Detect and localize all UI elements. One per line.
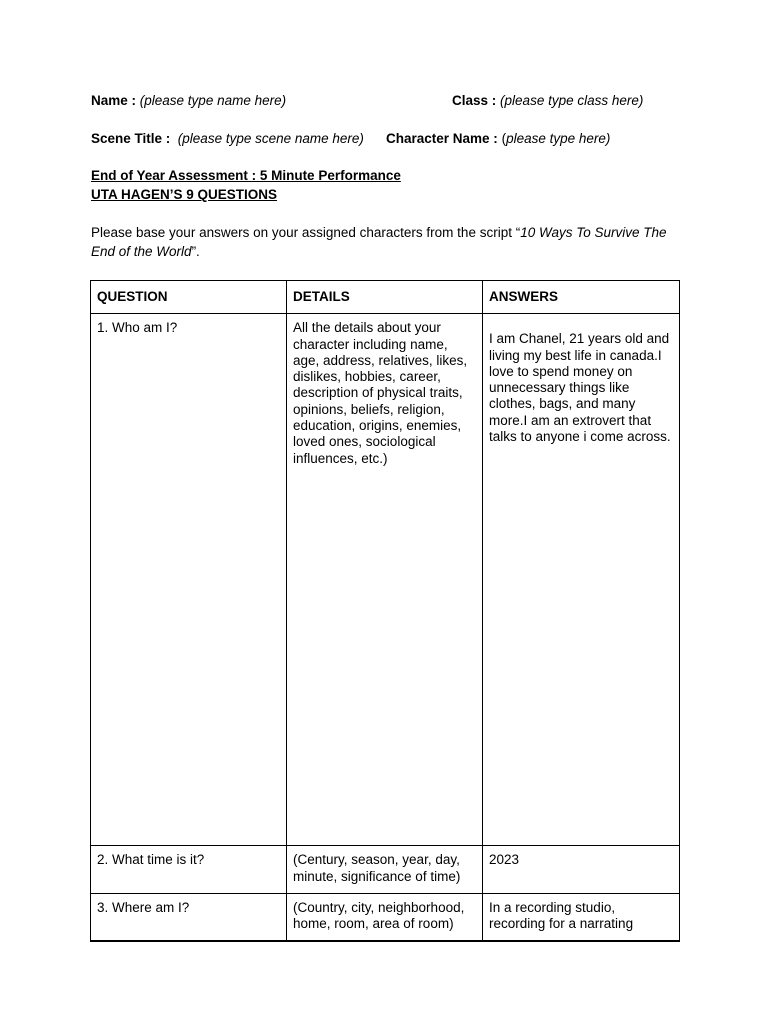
table-row [91, 893, 680, 941]
table-row [91, 846, 680, 894]
column-header-details: DETAILS [287, 281, 483, 314]
class-value[interactable]: (please type class here) [500, 93, 644, 108]
table-header-row [91, 281, 680, 314]
questions-table [90, 280, 680, 942]
script-title: 10 Ways To Survive The End of the World [91, 225, 667, 259]
questions-heading: UTA HAGEN’S 9 QUESTIONS [91, 187, 278, 202]
details-cell: (Country, city, neighborhood, home, room, area of room) [287, 893, 483, 941]
column-header-answers: ANSWERS [483, 281, 680, 314]
name-field[interactable] [91, 92, 286, 110]
character-name-open-paren: ( [501, 131, 507, 146]
character-name-field[interactable] [386, 130, 610, 148]
scene-title-field[interactable] [91, 130, 364, 148]
answer-cell[interactable]: I am Chanel, 21 years old and living my best life in canada.I love to spend money on unnecessary things like clothes, bags, and many more.I am an extrovert that talks to anyone i come across. [483, 314, 680, 846]
assessment-heading: End of Year Assessment : 5 Minute Performance [91, 168, 401, 183]
question-cell: 1. Who am I? [91, 314, 287, 846]
character-name-value[interactable]: please type here) [506, 131, 611, 146]
table-row [91, 314, 680, 846]
answer-cell[interactable]: In a recording studio, recording for a narrating [483, 893, 680, 941]
name-value[interactable]: (please type name here) [139, 93, 287, 108]
character-name-label: Character Name : [386, 131, 498, 146]
question-cell: 3. Where am I? [91, 893, 287, 941]
instruction-text: Please base your answers on your assigned characters from the script “ [91, 225, 521, 240]
name-label: Name : [91, 93, 137, 108]
answer-cell[interactable]: 2023 [483, 846, 680, 894]
column-header-question: QUESTION [91, 281, 287, 314]
question-cell: 2. What time is it? [91, 846, 287, 894]
class-label: Class : [452, 93, 497, 108]
scene-title-value[interactable]: (please type scene name here) [177, 131, 364, 146]
instruction-paragraph [91, 224, 681, 261]
class-field[interactable] [452, 92, 643, 110]
details-cell: All the details about your character including name, age, address, relatives, likes, dislikes, hobbies, career, description of physical traits, opinions, beliefs, religion, education, origins, enemies, loved ones, sociological influences, etc.) [287, 314, 483, 846]
details-cell: (Century, season, year, day, minute, significance of time) [287, 846, 483, 894]
scene-title-label: Scene Title : [91, 131, 171, 146]
instruction-end: ”. [191, 243, 200, 259]
